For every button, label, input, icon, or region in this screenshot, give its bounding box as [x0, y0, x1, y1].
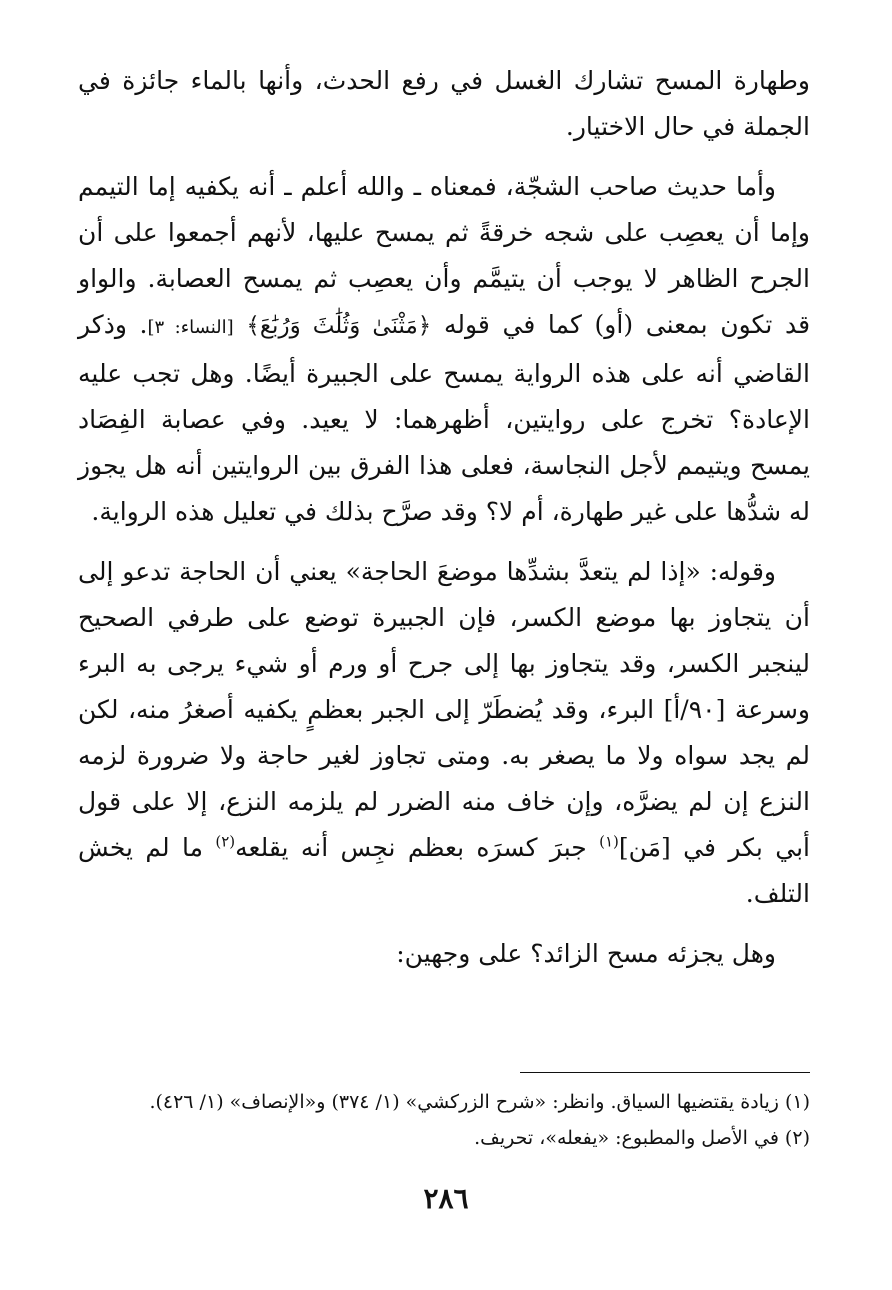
quran-verse: ﴿مَثْنَىٰ وَثُلَٰثَ وَرُبَٰعَ﴾	[246, 313, 432, 339]
paragraph-3-text-after: ما لم يخش التلف.	[78, 833, 810, 908]
footnote-divider	[520, 1072, 810, 1073]
page-number: ٢٨٦	[423, 1182, 469, 1215]
page-body	[78, 58, 810, 977]
footnotes	[78, 1084, 810, 1156]
paragraph-4-text: وهل يجزئه مسح الزائد؟ على وجهين:	[396, 939, 776, 968]
paragraph-2-text-before: وأما حديث صاحب الشجّة، فمعناه ـ والله أعلم ـ أنه يكفيه إما التيمم وإما أن يعصِب على شجه خرقةً ثم يمسح عليها، لأنهم أجمعوا على أن الجرح الظاهر لا يوجب أن يتيمَّم وأن يعصِب ثم يمسح العصابة. والواو قد تكون بمعنى (أو) كما في قوله	[78, 172, 811, 339]
footnote-2: (٢) في الأصل والمطبوع: «يفعله»، تحريف.	[474, 1127, 810, 1149]
paragraph-1	[78, 58, 810, 150]
paragraph-3-text-middle: جبرَ كسرَه بعظم نجِس أنه يقلعه	[235, 833, 600, 862]
footnote-marker-1[interactable]: (١)	[599, 832, 619, 851]
paragraph-2	[78, 164, 810, 535]
paragraph-4	[78, 931, 810, 977]
verse-reference: [النساء: ٣]	[147, 317, 234, 338]
footnote-marker-2[interactable]: (٢)	[215, 832, 236, 851]
paragraph-2-text-after: . وذكر القاضي أنه على هذه الرواية يمسح على الجبيرة أيضًا. وهل تجب عليه الإعادة؟ تخرج على روايتين، أظهرهما: لا يعيد. وفي عصابة الفِصَاد يمسح ويتيمم لأجل النجاسة، فعلى هذا الفرق بين الروايتين أنه هل يجوز له شدُّها على غير طهارة، أم لا؟ وقد صرَّح بذلك في تعليل هذه الرواية.	[78, 310, 810, 526]
paragraph-1-text: وطهارة المسح تشارك الغسل في رفع الحدث، وأنها بالماء جائزة في الجملة في حال الاختيار.	[78, 66, 810, 141]
footnote-1: (١) زيادة يقتضيها السياق. وانظر: «شرح الزركشي» (١/ ٣٧٤) و«الإنصاف» (١/ ٤٢٦).	[149, 1091, 810, 1113]
paragraph-3-text-before: وقوله: «إذا لم يتعدَّ بشدِّها موضعَ الحاجة» يعني أن الحاجة تدعو إلى أن يتجاوز بها موضع الكسر، فإن الجبيرة توضع على طرفي الصحيح لينجبر الكسر، وقد يتجاوز بها إلى جرح أو ورم أو شيء يرجى به البرء وسرعة [٩٠/أ] البرء، وقد يُضطَرّ إلى الجبر بعظمٍ يكفيه أصغرُ منه، لكن لم يجد سواه ولا ما يصغر به. ومتى تجاوز لغير حاجة ولا ضرورة لزمه النزع إن لم يضرَّه، وإن خاف منه الضرر لم يلزمه النزع، إلا على قول أبي بكر في [مَن]	[78, 557, 811, 862]
paragraph-3	[78, 549, 810, 917]
